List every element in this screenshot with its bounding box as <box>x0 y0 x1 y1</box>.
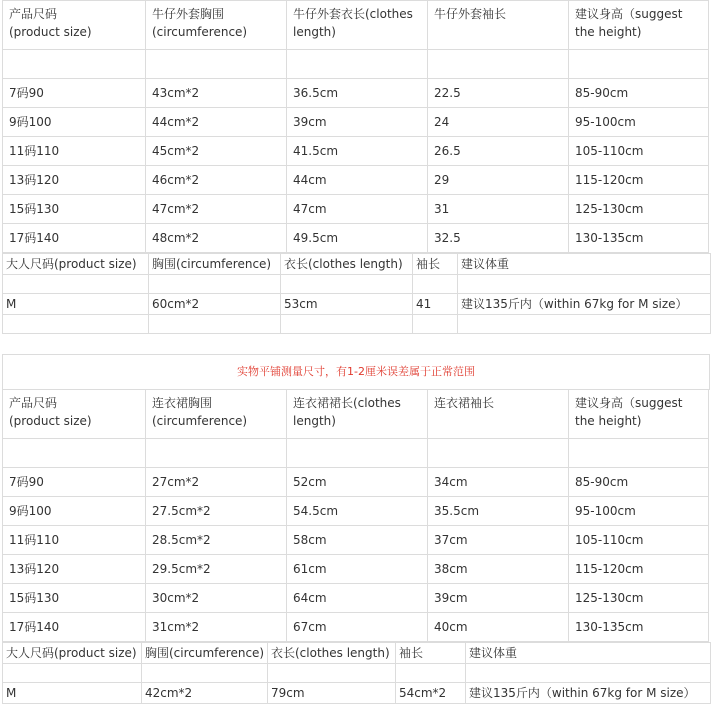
cell-size: 13码120 <box>3 166 146 195</box>
cell-chest: 31cm*2 <box>146 613 287 642</box>
adult-cell-chest: 42cm*2 <box>142 683 268 704</box>
cell-sleeve: 22.5 <box>428 79 569 108</box>
cell-length: 41.5cm <box>287 137 428 166</box>
cell-chest: 43cm*2 <box>146 79 287 108</box>
cell-height: 85-90cm <box>569 468 709 497</box>
cell-chest: 45cm*2 <box>146 137 287 166</box>
cell-height: 85-90cm <box>569 79 709 108</box>
adult-row <box>3 294 711 315</box>
cell-size: 9码100 <box>3 497 146 526</box>
table-row <box>3 79 709 108</box>
jacket-size-table <box>2 0 709 253</box>
table-row <box>3 497 709 526</box>
cell-chest: 28.5cm*2 <box>146 526 287 555</box>
table-row <box>3 195 709 224</box>
blank-row <box>3 50 709 79</box>
header-sleeve: 牛仔外套袖长 <box>428 1 569 50</box>
cell-sleeve: 26.5 <box>428 137 569 166</box>
cell-length: 47cm <box>287 195 428 224</box>
dress-size-chart <box>0 389 713 704</box>
cell-size: 15码130 <box>3 584 146 613</box>
adult-header-sleeve: 袖长 <box>413 254 458 275</box>
adult-cell-size: M <box>3 683 142 704</box>
adult-cell-length: 79cm <box>268 683 396 704</box>
cell-size: 17码140 <box>3 224 146 253</box>
header-length: 连衣裙裙长(clothes length) <box>287 390 428 439</box>
header-height: 建议身高（suggest the height) <box>569 1 709 50</box>
adult-cell-weight: 建议135斤内（within 67kg for M size） <box>458 294 711 315</box>
table-row <box>3 166 709 195</box>
cell-length: 52cm <box>287 468 428 497</box>
dress-size-table <box>2 389 709 642</box>
blank-row <box>3 664 711 683</box>
cell-length: 54.5cm <box>287 497 428 526</box>
cell-length: 61cm <box>287 555 428 584</box>
header-chest: 牛仔外套胸围 (circumference) <box>146 1 287 50</box>
cell-chest: 46cm*2 <box>146 166 287 195</box>
cell-size: 11码110 <box>3 526 146 555</box>
adult-size-table <box>2 642 711 704</box>
adult-cell-size: M <box>3 294 149 315</box>
cell-length: 44cm <box>287 166 428 195</box>
adult-header-size: 大人尺码(product size) <box>3 254 149 275</box>
cell-height: 125-130cm <box>569 195 709 224</box>
header-product-size: 产品尺码 (product size) <box>3 390 146 439</box>
cell-length: 49.5cm <box>287 224 428 253</box>
cell-chest: 29.5cm*2 <box>146 555 287 584</box>
cell-size: 17码140 <box>3 613 146 642</box>
table-header-row <box>3 390 709 439</box>
adult-header-chest: 胸围(circumference) <box>149 254 281 275</box>
cell-sleeve: 31 <box>428 195 569 224</box>
cell-size: 11码110 <box>3 137 146 166</box>
adult-header-chest: 胸围(circumference) <box>142 643 268 664</box>
adult-header-sleeve: 袖长 <box>396 643 466 664</box>
header-sleeve: 连衣裙袖长 <box>428 390 569 439</box>
cell-sleeve: 32.5 <box>428 224 569 253</box>
cell-size: 9码100 <box>3 108 146 137</box>
cell-height: 105-110cm <box>569 137 709 166</box>
table-row <box>3 555 709 584</box>
cell-chest: 48cm*2 <box>146 224 287 253</box>
cell-size: 15码130 <box>3 195 146 224</box>
cell-sleeve: 35.5cm <box>428 497 569 526</box>
cell-chest: 27.5cm*2 <box>146 497 287 526</box>
adult-header-length: 衣长(clothes length) <box>281 254 413 275</box>
cell-length: 36.5cm <box>287 79 428 108</box>
cell-length: 39cm <box>287 108 428 137</box>
adult-cell-sleeve: 54cm*2 <box>396 683 466 704</box>
blank-row <box>3 439 709 468</box>
cell-sleeve: 40cm <box>428 613 569 642</box>
cell-height: 115-120cm <box>569 555 709 584</box>
cell-chest: 44cm*2 <box>146 108 287 137</box>
table-row <box>3 224 709 253</box>
cell-sleeve: 37cm <box>428 526 569 555</box>
cell-height: 105-110cm <box>569 526 709 555</box>
cell-sleeve: 29 <box>428 166 569 195</box>
cell-sleeve: 38cm <box>428 555 569 584</box>
cell-sleeve: 39cm <box>428 584 569 613</box>
cell-height: 130-135cm <box>569 613 709 642</box>
header-height: 建议身高（suggest the height) <box>569 390 709 439</box>
cell-length: 64cm <box>287 584 428 613</box>
adult-cell-length: 53cm <box>281 294 413 315</box>
measurement-notice: 实物平铺测量尺寸，有1-2厘米误差属于正常范围 <box>2 354 710 390</box>
cell-height: 95-100cm <box>569 497 709 526</box>
adult-header-weight: 建议体重 <box>466 643 711 664</box>
cell-size: 7码90 <box>3 468 146 497</box>
header-length: 牛仔外套衣长(clothes length) <box>287 1 428 50</box>
jacket-size-chart <box>0 0 713 334</box>
table-row <box>3 468 709 497</box>
adult-cell-chest: 60cm*2 <box>149 294 281 315</box>
table-row <box>3 584 709 613</box>
table-row <box>3 108 709 137</box>
table-row <box>3 137 709 166</box>
cell-height: 95-100cm <box>569 108 709 137</box>
cell-height: 115-120cm <box>569 166 709 195</box>
blank-row <box>3 275 711 294</box>
header-chest: 连衣裙胸围 (circumference) <box>146 390 287 439</box>
blank-row <box>3 315 711 334</box>
cell-sleeve: 34cm <box>428 468 569 497</box>
cell-size: 13码120 <box>3 555 146 584</box>
table-row <box>3 526 709 555</box>
adult-header-row <box>3 254 711 275</box>
adult-row <box>3 683 711 704</box>
adult-cell-sleeve: 41 <box>413 294 458 315</box>
adult-size-table <box>2 253 711 334</box>
table-row <box>3 613 709 642</box>
cell-height: 130-135cm <box>569 224 709 253</box>
cell-chest: 27cm*2 <box>146 468 287 497</box>
header-product-size: 产品尺码 (product size) <box>3 1 146 50</box>
adult-header-weight: 建议体重 <box>458 254 711 275</box>
cell-size: 7码90 <box>3 79 146 108</box>
cell-sleeve: 24 <box>428 108 569 137</box>
cell-chest: 47cm*2 <box>146 195 287 224</box>
cell-length: 67cm <box>287 613 428 642</box>
cell-height: 125-130cm <box>569 584 709 613</box>
adult-header-row <box>3 643 711 664</box>
table-header-row <box>3 1 709 50</box>
cell-chest: 30cm*2 <box>146 584 287 613</box>
adult-cell-weight: 建议135斤内（within 67kg for M size） <box>466 683 711 704</box>
cell-length: 58cm <box>287 526 428 555</box>
adult-header-length: 衣长(clothes length) <box>268 643 396 664</box>
adult-header-size: 大人尺码(product size) <box>3 643 142 664</box>
